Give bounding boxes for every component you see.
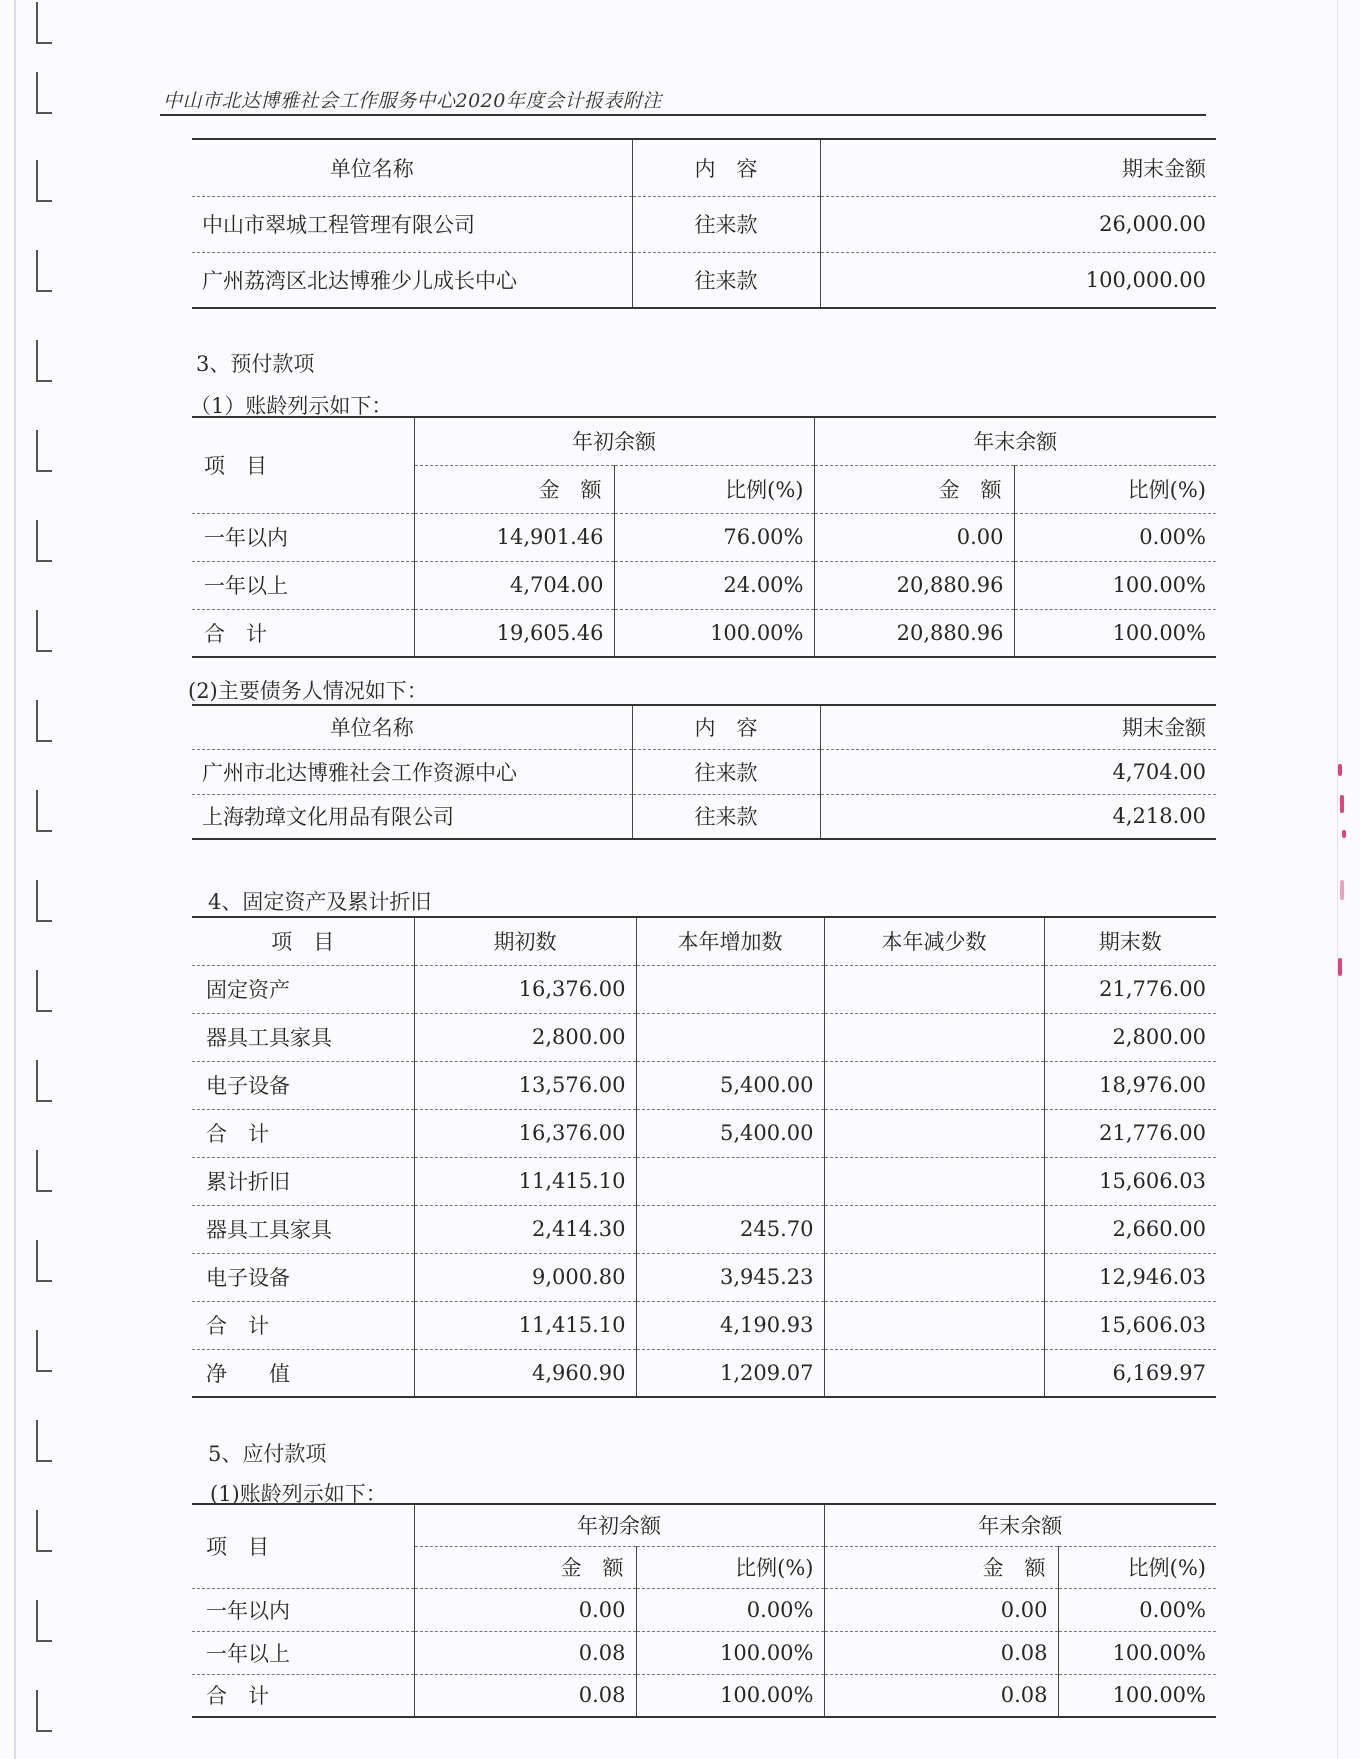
report-header-title: 中山市北达博雅社会工作服务中心2020年度会计报表附注: [163, 90, 662, 112]
header-rule: [160, 114, 1206, 116]
binding-mark: [36, 790, 52, 832]
stamp-edge-mark: [1340, 880, 1344, 900]
table-row: [192, 609, 1216, 657]
binding-mark: [36, 160, 52, 202]
table-cell: 0.00: [824, 1588, 1058, 1631]
binding-mark: [36, 700, 52, 742]
table-cell: 21,776.00: [1044, 965, 1216, 1013]
table-row: [192, 1205, 1216, 1253]
binding-mark: [36, 1690, 52, 1732]
table-cell: 往来款: [632, 794, 820, 839]
table-cell: 20,880.96: [814, 561, 1014, 609]
column-header: 本年增加数: [636, 917, 824, 965]
table-cell: 15,606.03: [1044, 1157, 1216, 1205]
table-cell: 2,800.00: [1044, 1013, 1216, 1061]
table-cell: 100.00%: [614, 609, 814, 657]
table-cell: 12,946.03: [1044, 1253, 1216, 1301]
table-cell: 0.08: [824, 1631, 1058, 1674]
binding-mark: [36, 1510, 52, 1552]
table-row: [192, 1674, 1216, 1717]
binding-mark: [36, 1330, 52, 1372]
table-cell: 净 值: [192, 1349, 414, 1397]
table-cell: 一年以上: [192, 1631, 414, 1674]
table-cell: 一年以上: [192, 561, 414, 609]
table-cell: 一年以内: [192, 1588, 414, 1631]
section-title: 5、应付款项: [208, 1442, 327, 1466]
table-row: [192, 1588, 1216, 1631]
column-header: 期末金额: [820, 139, 1216, 196]
table-cell: 2,660.00: [1044, 1205, 1216, 1253]
table-row: [192, 1061, 1216, 1109]
binding-mark: [36, 1150, 52, 1192]
table-cell: [636, 1013, 824, 1061]
table-cell: 上海勃璋文化用品有限公司: [192, 794, 632, 839]
table-row: [192, 252, 1216, 308]
table-cell: 1,209.07: [636, 1349, 824, 1397]
table-cell: 19,605.46: [414, 609, 614, 657]
binding-margin: [0, 0, 80, 1759]
table-cell: 100,000.00: [820, 252, 1216, 308]
table-row: [192, 749, 1216, 794]
section-title: 4、固定资产及累计折旧: [208, 890, 432, 914]
column-header: 金 额: [414, 465, 614, 513]
fixed-assets-table: [192, 916, 1216, 1398]
table-cell: 器具工具家具: [192, 1205, 414, 1253]
binding-mark: [36, 250, 52, 292]
table-cell: 往来款: [632, 196, 820, 252]
table-cell: 100.00%: [636, 1674, 824, 1717]
table-header-row: [192, 705, 1216, 749]
table-cell: 4,704.00: [414, 561, 614, 609]
table-row: [192, 1301, 1216, 1349]
table-cell: 20,880.96: [814, 609, 1014, 657]
table-header-row: [192, 139, 1216, 196]
binding-mark: [36, 880, 52, 922]
binding-mark: [36, 1600, 52, 1642]
section-subtitle: (2)主要债务人情况如下：: [188, 679, 428, 703]
prepayment-aging-table: [192, 416, 1216, 658]
binding-mark: [36, 430, 52, 472]
table-cell: 0.08: [824, 1674, 1058, 1717]
column-header: 项 目: [192, 917, 414, 965]
table-cell: 4,960.90: [414, 1349, 636, 1397]
table-cell: 中山市翠城工程管理有限公司: [192, 196, 632, 252]
table-row: [192, 513, 1216, 561]
stamp-edge-mark: [1338, 958, 1342, 976]
table-row: [192, 965, 1216, 1013]
table-cell: 电子设备: [192, 1061, 414, 1109]
table-cell: 100.00%: [636, 1631, 824, 1674]
table-cell: 21,776.00: [1044, 1109, 1216, 1157]
column-header: 期末数: [1044, 917, 1216, 965]
table-cell: 合 计: [192, 1109, 414, 1157]
column-header: 金 额: [814, 465, 1014, 513]
binding-mark: [36, 340, 52, 382]
column-header: 单位名称: [192, 705, 632, 749]
table-cell: 6,169.97: [1044, 1349, 1216, 1397]
table-cell: 0.00: [814, 513, 1014, 561]
table-cell: [824, 1301, 1044, 1349]
binding-mark: [36, 1060, 52, 1102]
column-header: 项 目: [192, 417, 414, 513]
receivables-debtors-table: [192, 138, 1216, 309]
table-cell: 4,218.00: [820, 794, 1216, 839]
table-cell: 0.00: [414, 1588, 636, 1631]
table-row: [192, 1349, 1216, 1397]
table-cell: 广州市北达博雅社会工作资源中心: [192, 749, 632, 794]
table-cell: 0.00%: [636, 1588, 824, 1631]
binding-mark: [36, 970, 52, 1012]
table-cell: 广州荔湾区北达博雅少儿成长中心: [192, 252, 632, 308]
table-cell: [824, 1205, 1044, 1253]
table-cell: [636, 1157, 824, 1205]
table-cell: [824, 965, 1044, 1013]
column-header: 比例(%): [1058, 1546, 1216, 1588]
page-edge: [1337, 0, 1338, 1759]
column-header: 期末金额: [820, 705, 1216, 749]
column-header: 项 目: [192, 1504, 414, 1588]
binding-mark: [36, 520, 52, 562]
column-header: 比例(%): [636, 1546, 824, 1588]
table-cell: 5,400.00: [636, 1061, 824, 1109]
binding-mark: [36, 72, 52, 114]
table-cell: 往来款: [632, 749, 820, 794]
stamp-edge-mark: [1340, 795, 1344, 813]
column-header: 比例(%): [1014, 465, 1216, 513]
table-cell: 2,800.00: [414, 1013, 636, 1061]
table-cell: 15,606.03: [1044, 1301, 1216, 1349]
table-cell: 2,414.30: [414, 1205, 636, 1253]
table-cell: 合 计: [192, 609, 414, 657]
table-cell: 0.08: [414, 1631, 636, 1674]
table-cell: 16,376.00: [414, 1109, 636, 1157]
table-cell: 4,190.93: [636, 1301, 824, 1349]
table-cell: 245.70: [636, 1205, 824, 1253]
table-cell: 0.08: [414, 1674, 636, 1717]
table-header-row: [192, 917, 1216, 965]
table-cell: 累计折旧: [192, 1157, 414, 1205]
table-cell: 一年以内: [192, 513, 414, 561]
table-row: [192, 1109, 1216, 1157]
column-header: 本年减少数: [824, 917, 1044, 965]
table-row: [192, 196, 1216, 252]
prepayment-debtors-table: [192, 704, 1216, 840]
table-row: [192, 1253, 1216, 1301]
table-cell: [824, 1253, 1044, 1301]
column-header: 年末余额: [824, 1504, 1216, 1546]
table-cell: 电子设备: [192, 1253, 414, 1301]
table-cell: 3,945.23: [636, 1253, 824, 1301]
binding-edge: [14, 0, 16, 1759]
table-cell: 5,400.00: [636, 1109, 824, 1157]
table-cell: 11,415.10: [414, 1301, 636, 1349]
column-header: 年初余额: [414, 417, 814, 465]
table-cell: 11,415.10: [414, 1157, 636, 1205]
table-cell: 16,376.00: [414, 965, 636, 1013]
table-row: [192, 561, 1216, 609]
table-cell: 100.00%: [1014, 561, 1216, 609]
column-header: 内 容: [632, 705, 820, 749]
section-subtitle: （1）账龄列示如下：: [190, 394, 393, 418]
table-cell: 0.00%: [1058, 1588, 1216, 1631]
binding-mark: [36, 1240, 52, 1282]
column-header: 单位名称: [192, 139, 632, 196]
table-cell: [824, 1109, 1044, 1157]
table-cell: 24.00%: [614, 561, 814, 609]
table-cell: [824, 1013, 1044, 1061]
table-cell: 100.00%: [1058, 1631, 1216, 1674]
table-row: [192, 794, 1216, 839]
table-row: [192, 1631, 1216, 1674]
table-row: [192, 1157, 1216, 1205]
table-cell: 13,576.00: [414, 1061, 636, 1109]
binding-mark: [36, 610, 52, 652]
table-cell: 4,704.00: [820, 749, 1216, 794]
column-header: 年末余额: [814, 417, 1216, 465]
table-cell: 14,901.46: [414, 513, 614, 561]
column-header: 年初余额: [414, 1504, 824, 1546]
payables-aging-table: [192, 1503, 1216, 1718]
table-cell: [824, 1061, 1044, 1109]
table-cell: 器具工具家具: [192, 1013, 414, 1061]
table-cell: 9,000.80: [414, 1253, 636, 1301]
section-title: 3、预付款项: [196, 352, 315, 376]
column-header: 金 额: [824, 1546, 1058, 1588]
column-header: 金 额: [414, 1546, 636, 1588]
table-cell: 76.00%: [614, 513, 814, 561]
table-cell: 固定资产: [192, 965, 414, 1013]
table-cell: 100.00%: [1014, 609, 1216, 657]
column-header: 比例(%): [614, 465, 814, 513]
table-cell: 26,000.00: [820, 196, 1216, 252]
column-header: 期初数: [414, 917, 636, 965]
stamp-edge-mark: [1342, 830, 1346, 838]
table-cell: 合 计: [192, 1674, 414, 1717]
table-cell: 0.00%: [1014, 513, 1216, 561]
binding-mark: [36, 1420, 52, 1462]
table-cell: 100.00%: [1058, 1674, 1216, 1717]
stamp-edge-mark: [1338, 764, 1342, 776]
table-cell: [824, 1349, 1044, 1397]
column-header: 内 容: [632, 139, 820, 196]
table-cell: 18,976.00: [1044, 1061, 1216, 1109]
table-cell: [824, 1157, 1044, 1205]
table-cell: [636, 965, 824, 1013]
binding-mark: [36, 2, 52, 44]
table-row: [192, 1013, 1216, 1061]
section-subtitle: (1)账龄列示如下：: [210, 1482, 387, 1506]
table-cell: 合 计: [192, 1301, 414, 1349]
table-cell: 往来款: [632, 252, 820, 308]
